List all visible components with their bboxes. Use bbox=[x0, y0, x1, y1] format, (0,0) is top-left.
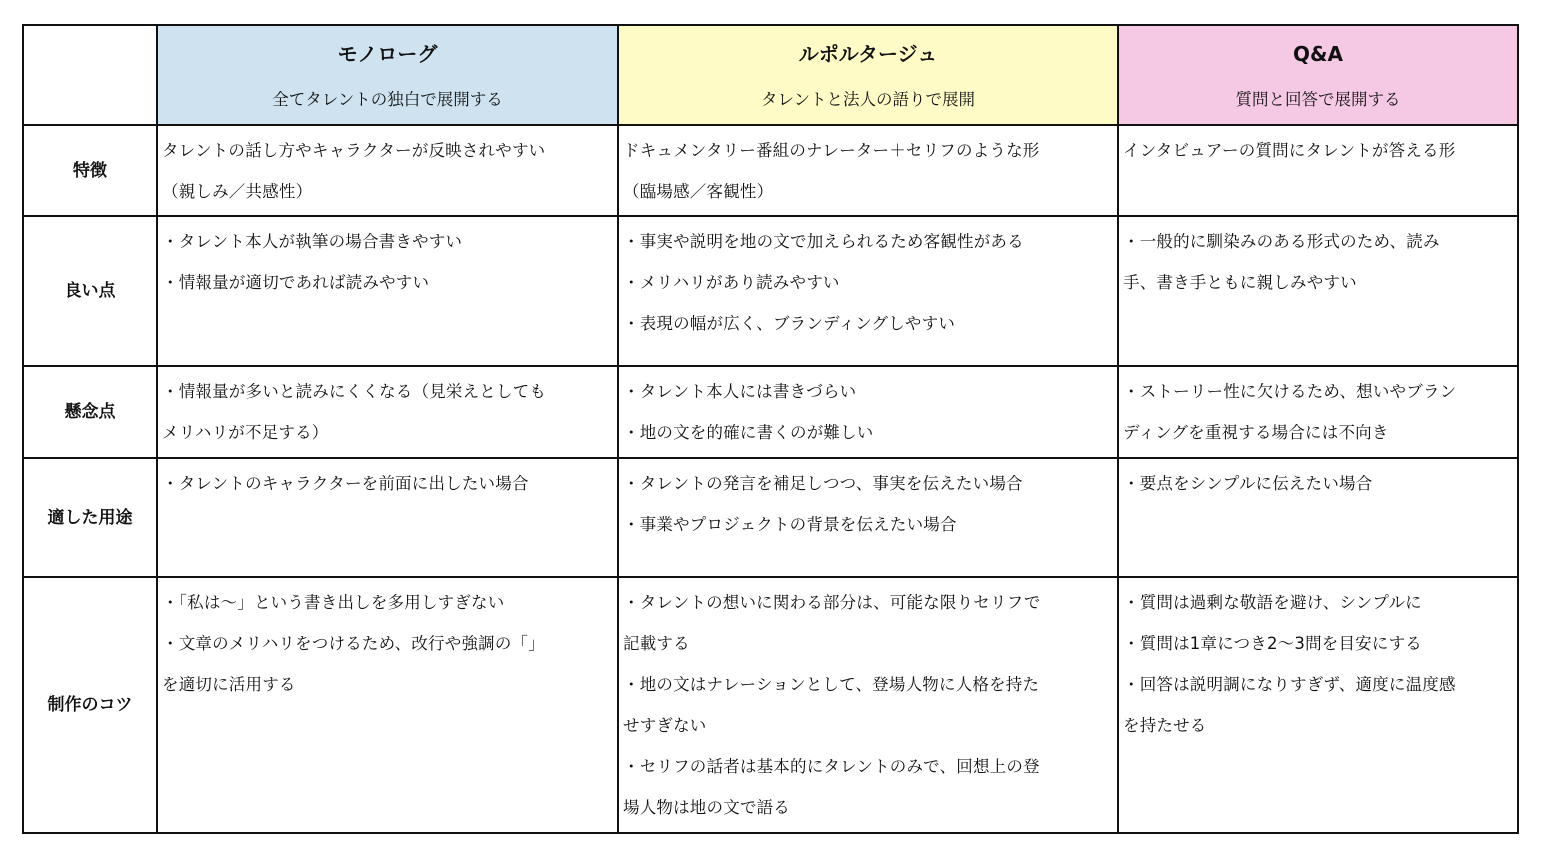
header-row bbox=[23, 25, 1518, 125]
column-title: モノローグ bbox=[337, 42, 438, 66]
table-cell bbox=[1118, 216, 1518, 366]
cell-text-line: ・地の文はナレーションとして、登場人物に人格を持た bbox=[623, 675, 1040, 694]
cell-text-line: ・メリハリがあり読みやすい bbox=[623, 273, 840, 292]
cell-text-line: ディングを重視する場合には不向き bbox=[1123, 423, 1389, 442]
cell-text-line: ドキュメンタリー番組のナレーター＋セリフのような形 bbox=[623, 141, 1040, 160]
table-cell bbox=[157, 125, 618, 216]
row-label: 良い点 bbox=[23, 216, 157, 366]
comparison-table-container bbox=[22, 24, 1519, 834]
table-cell bbox=[618, 458, 1118, 577]
column-subtitle: 質問と回答で展開する bbox=[1235, 90, 1401, 109]
table-cell bbox=[618, 577, 1118, 833]
table-row bbox=[23, 458, 1518, 577]
column-header-reportage bbox=[618, 25, 1118, 125]
column-subtitle: タレントと法人の語りで展開 bbox=[760, 90, 976, 109]
cell-text-line: ・「私は〜」という書き出しを多用しすぎない bbox=[162, 593, 505, 612]
table-row bbox=[23, 366, 1518, 458]
column-title: Q&A bbox=[1293, 42, 1343, 66]
table-cell bbox=[157, 577, 618, 833]
table-cell bbox=[157, 458, 618, 577]
table-row bbox=[23, 125, 1518, 216]
table-cell bbox=[618, 366, 1118, 458]
row-label: 適した用途 bbox=[23, 458, 157, 577]
row-label: 制作のコツ bbox=[23, 577, 157, 833]
cell-text-line: ・文章のメリハリをつけるため、改行や強調の「」 bbox=[162, 634, 545, 653]
cell-text-line: 場人物は地の文で語る bbox=[623, 798, 790, 817]
corner-cell bbox=[23, 25, 157, 125]
cell-text-line: メリハリが不足する） bbox=[162, 423, 329, 442]
cell-text-line: ・事実や説明を地の文で加えられるため客観性がある bbox=[623, 232, 1024, 251]
table-cell bbox=[1118, 577, 1518, 833]
cell-text-line: 記載する bbox=[623, 634, 690, 653]
table-row bbox=[23, 216, 1518, 366]
row-label: 懸念点 bbox=[23, 366, 157, 458]
row-label: 特徴 bbox=[23, 125, 157, 216]
cell-text-line: せすぎない bbox=[623, 716, 707, 735]
table-cell bbox=[1118, 366, 1518, 458]
cell-text-line: ・タレントの想いに関わる部分は、可能な限りセリフで bbox=[623, 593, 1041, 612]
cell-text-line: （臨場感／客観性） bbox=[623, 182, 774, 201]
column-subtitle: 全てタレントの独白で展開する bbox=[272, 90, 503, 109]
cell-text-line: ・タレント本人には書きづらい bbox=[623, 382, 857, 401]
cell-text-line: ・タレントの発言を補足しつつ、事実を伝えたい場合 bbox=[623, 474, 1023, 493]
cell-text-line: ・質問は過剰な敬語を避け、シンプルに bbox=[1123, 593, 1422, 612]
cell-text-line: ・タレント本人が執筆の場合書きやすい bbox=[162, 232, 463, 251]
cell-text-line: ・回答は説明調になりすぎず、適度に温度感 bbox=[1123, 675, 1456, 694]
cell-text-line: （親しみ／共感性） bbox=[162, 182, 313, 201]
column-header-monologue bbox=[157, 25, 618, 125]
table-cell bbox=[618, 125, 1118, 216]
cell-text-line: を適切に活用する bbox=[162, 675, 296, 694]
table-cell bbox=[1118, 458, 1518, 577]
cell-text-line: ・ストーリー性に欠けるため、想いやブラン bbox=[1123, 382, 1457, 401]
cell-text-line: ・一般的に馴染みのある形式のため、読み bbox=[1123, 232, 1440, 251]
cell-text-line: ・タレントのキャラクターを前面に出したい場合 bbox=[162, 474, 529, 493]
table-cell bbox=[618, 216, 1118, 366]
cell-text-line: ・情報量が適切であれば読みやすい bbox=[162, 273, 430, 292]
cell-text-line: ・質問は1章につき2〜3問を目安にする bbox=[1123, 634, 1422, 653]
column-title: ルポルタージュ bbox=[798, 42, 938, 66]
cell-text-line: ・表現の幅が広く、ブランディングしやすい bbox=[623, 314, 956, 333]
comparison-table bbox=[22, 24, 1519, 834]
cell-text-line: ・要点をシンプルに伝えたい場合 bbox=[1123, 474, 1373, 493]
cell-text-line: ・地の文を的確に書くのが難しい bbox=[623, 423, 874, 442]
cell-text-line: を持たせる bbox=[1123, 716, 1207, 735]
table-row bbox=[23, 577, 1518, 833]
cell-text-line: ・セリフの話者は基本的にタレントのみで、回想上の登 bbox=[623, 757, 1040, 776]
cell-text-line: インタビュアーの質問にタレントが答える形 bbox=[1123, 141, 1456, 160]
table-cell bbox=[1118, 125, 1518, 216]
column-header-qa bbox=[1118, 25, 1518, 125]
cell-text-line: タレントの話し方やキャラクターが反映されやすい bbox=[162, 141, 546, 160]
cell-text-line: ・情報量が多いと読みにくくなる（見栄えとしても bbox=[162, 382, 547, 401]
cell-text-line: ・事業やプロジェクトの背景を伝えたい場合 bbox=[623, 515, 957, 534]
cell-text-line: 手、書き手ともに親しみやすい bbox=[1123, 273, 1357, 292]
table-cell bbox=[157, 216, 618, 366]
table-cell bbox=[157, 366, 618, 458]
